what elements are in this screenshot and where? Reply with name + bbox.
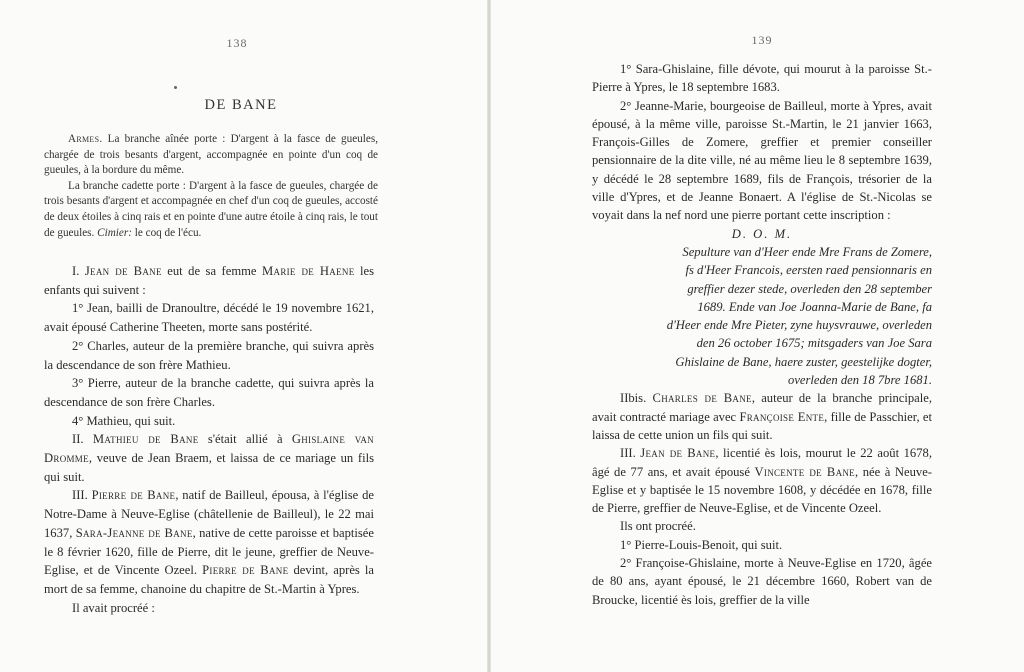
generation-number: I. <box>72 264 85 278</box>
text-run: , licentié ès lois, mourut le 22 août 1678, âgé de 77 ans, et avait épousé <box>592 446 932 479</box>
text-run: eut de sa femme <box>161 264 263 278</box>
cimier-text: le coq de l'écu. <box>131 226 202 239</box>
paragraph: 1° Sara-Ghislaine, fille dévote, qui mourut à la paroisse St.-Pierre à Ypres, le 18 septembre 1683. <box>592 62 932 95</box>
person-name: Vincente de Bane <box>754 464 855 479</box>
page-number-right: 139 <box>751 33 773 47</box>
paragraph <box>592 444 932 517</box>
inscription-line: Ghislaine de Bane, haere zuster, geestelijke dogter, <box>675 354 932 369</box>
paragraph: 2° Jeanne-Marie, bourgeoise de Bailleul, morte à Ypres, avait épousé, à la même ville, paroisse St.-Martin, le 21 janvier 1663, François-Gilles de Zomere, greffier et premier conseiller pensionnaire de la dite ville, né au même lieu le 8 septembre 1639, y décédé le 28 septembre 1689, fils de François, trésorier de la ville d'Ypres, et de Jeanne Bonaert. A l'église de St.-Nicolas se voyait dans la nef nord une pierre portant cette inscription : <box>592 98 932 223</box>
left-page <box>36 0 446 672</box>
inscription-line: Sepulture van d'Heer ende Mre Frans de Zomere, <box>682 244 932 259</box>
generation-number: III. <box>620 446 641 461</box>
text-run: , née à Neuve-Eglise et y baptisée le 15 novembre 1608, y décédée en 1678, fille de Pierre, greffier de Neuve-Eglise, et de Vincente Ozeel. <box>592 464 932 516</box>
text-run: , natif de Bailleul, épousa, à l'église de Notre-Dame à Neuve-Eglise (châtellenie de Bailleul), le 22 mai 1637, <box>44 488 374 540</box>
person-name: Marie de Haene <box>262 264 355 278</box>
paragraph: Ils ont procréé. <box>620 519 696 534</box>
person-name: Ghislaine van Dromme <box>44 432 374 466</box>
paragraph: 1° Jean, bailli de Dranoultre, décédé le 19 novembre 1621, avait épousé Catherine Theeten, morte sans postérité. <box>44 301 374 335</box>
generation-number: II. <box>72 432 93 447</box>
right-page <box>592 0 932 672</box>
paragraph: 2° Françoise-Ghislaine, morte à Neuve-Eglise en 1720, âgée de 80 ans, ayant épousé, le 21 décembre 1660, Robert van de Broucke, licentié ès lois, greffier de la ville <box>592 556 932 607</box>
inscription <box>592 243 932 389</box>
inscription-line: fs d'Heer Francois, eersten raed pensionnaris en <box>685 263 932 278</box>
paragraph <box>592 389 932 444</box>
text-run: , native de cette paroisse et baptisée le 8 février 1620, fille de Pierre, dit le jeune, greffier de Neuve-Eglise, et de Vincente Ozeel. <box>44 525 374 578</box>
paragraph: 2° Charles, auteur de la première branche, qui suivra après la descendance de son frère Mathieu. <box>44 338 374 372</box>
paragraph <box>44 262 374 299</box>
text-run: les enfants qui suivent : <box>44 264 375 297</box>
inscription-heading: D. O. M. <box>731 226 793 241</box>
paragraph <box>44 486 374 598</box>
inscription-line: d'Heer ende Mre Pieter, zyne huysvrauwe, overleden <box>666 318 932 333</box>
person-name: Jean de Bane <box>84 264 162 278</box>
person-name: Charles de Bane <box>652 391 752 406</box>
paragraph: 3° Pierre, auteur de la branche cadette, qui suivra après la descendance de son frère Charles. <box>44 376 374 409</box>
page-number-left: 138 <box>226 36 248 50</box>
inscription-line: greffier dezer stede, overleden den 28 september <box>687 281 932 296</box>
inscription-line: 1689. Ende van Joe Joanna-Marie de Bane, fa <box>697 299 932 314</box>
text-run: , auteur de la branche principale, avait contracté mariage avec <box>592 391 932 424</box>
page-title: DE BANE <box>204 97 278 113</box>
right-body-text <box>592 60 932 609</box>
paragraph: Il avait procréé : <box>72 600 155 615</box>
generation-number: III. <box>72 488 92 503</box>
person-name: Pierre de Bane <box>91 488 176 503</box>
cimier-label: Cimier: <box>97 226 132 239</box>
text-run: s'était allié à <box>198 432 292 447</box>
text-run: devint, après la mort de sa femme, chanoine du chapitre de St.-Martin à Ypres. <box>44 563 374 596</box>
inscription-line: den 26 october 1675; mitsgaders van Joe Sara <box>696 336 932 351</box>
arms-cadet-text: La branche cadette porte : D'argent à la fasce de gueules, chargée de trois besants d'argent et accompagnée en chef d'un coq de gueules, accosté de deux étoiles à cinq rais et en pointe d'une autre étoile à cinq rais, le tout de gueules. <box>44 179 378 239</box>
text-run: , veuve de Jean Braem, et laissa de ce mariage un fils qui suit. <box>44 451 374 484</box>
paragraph: 4° Mathieu, qui suit. <box>72 413 176 428</box>
person-name: Sara-Jeanne de Bane <box>75 525 193 540</box>
generation-number: IIbis. <box>620 391 653 406</box>
left-body-text <box>44 262 374 617</box>
text-run: , fille de Passchier, et laissa de cette union un fils qui suit. <box>592 409 932 442</box>
arms-senior-branch <box>44 132 378 179</box>
person-name: Pierre de Bane <box>202 563 289 578</box>
arms-label: Armes. <box>68 133 103 145</box>
paragraph <box>44 430 374 486</box>
person-name: Françoise Ente <box>739 409 825 424</box>
book-gutter <box>487 0 491 672</box>
arms-cadet-branch <box>44 179 378 241</box>
arms-senior-text: La branche aînée porte : D'argent à la fasce de gueules, chargée de trois besants d'argent, accompagnée en pointe d'un coq de gueules, à la bordure du même. <box>44 133 378 177</box>
ink-dot <box>174 86 177 89</box>
arms-description <box>44 132 378 241</box>
person-name: Mathieu de Bane <box>92 432 199 447</box>
person-name: Jean de Bane <box>640 446 716 461</box>
paragraph: 1° Pierre-Louis-Benoit, qui suit. <box>620 537 783 552</box>
inscription-line: overleden den 18 7bre 1681. <box>788 373 932 388</box>
